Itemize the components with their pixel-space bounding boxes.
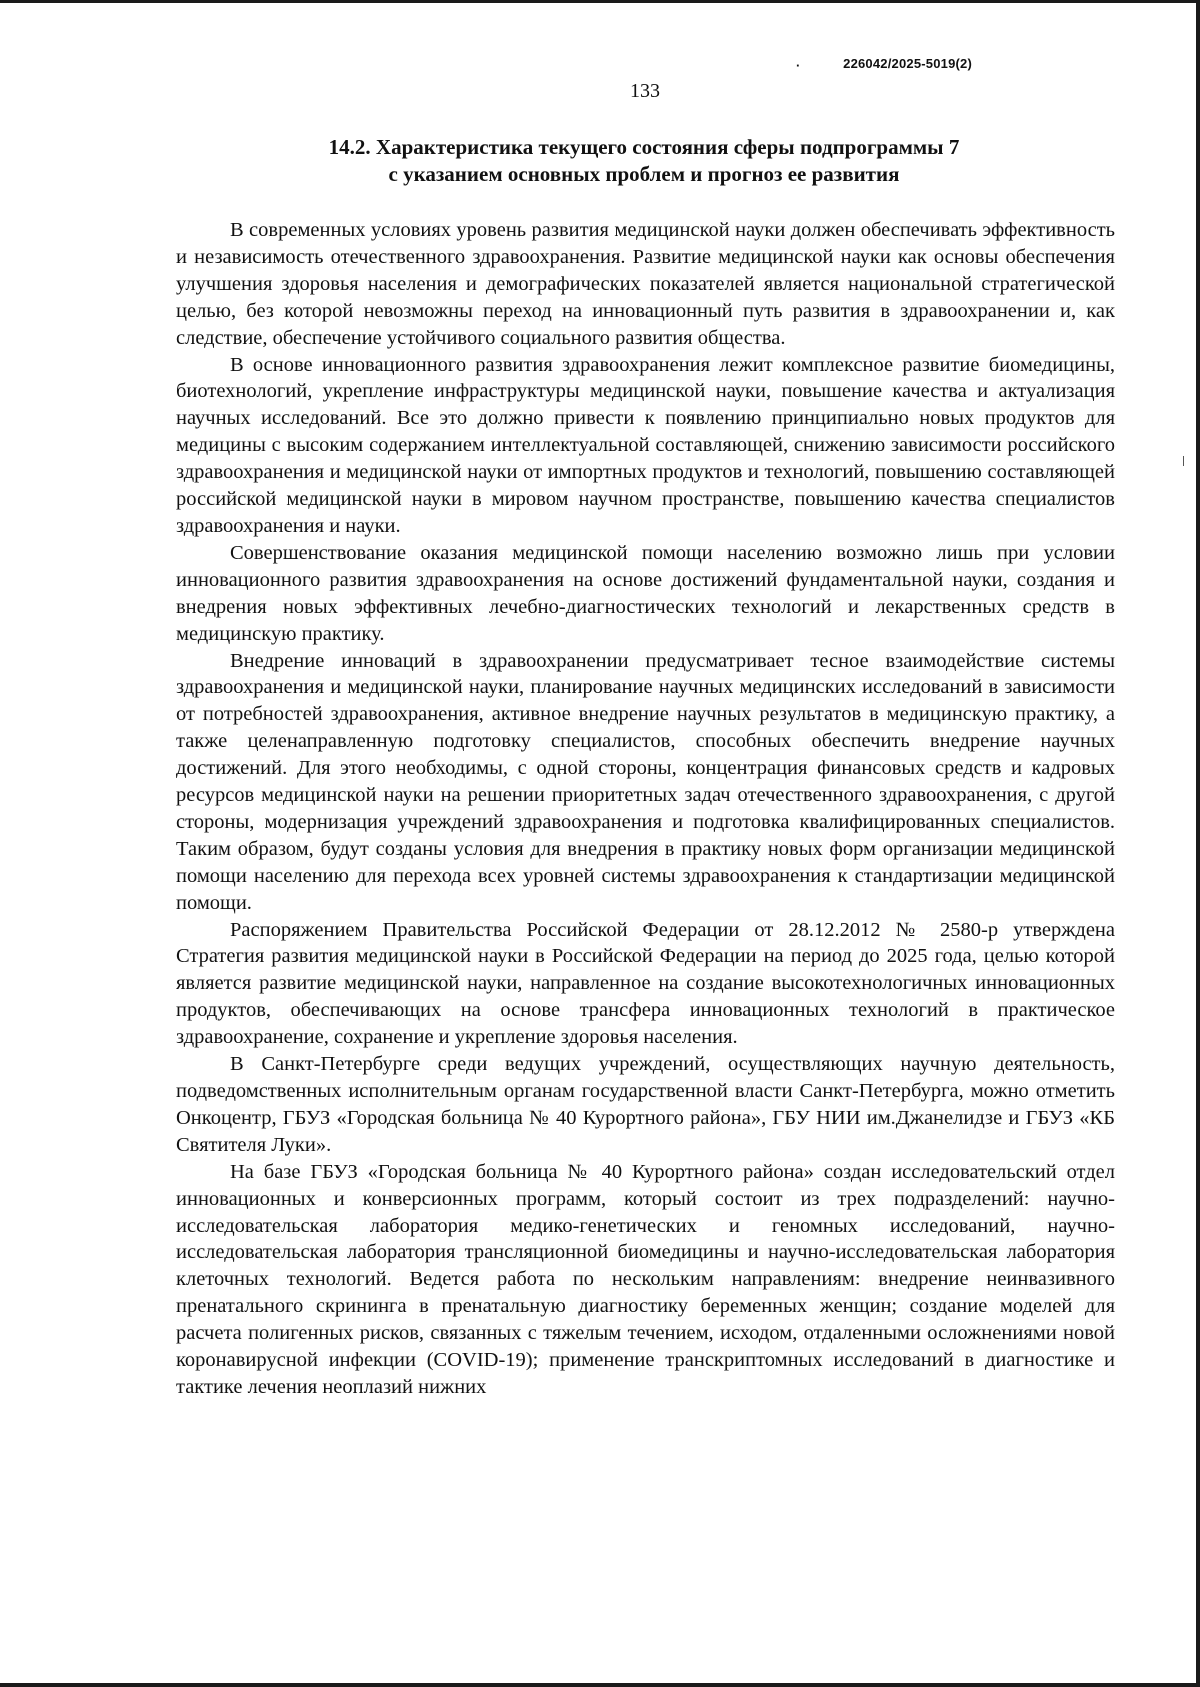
scan-border-right bbox=[1196, 0, 1200, 1687]
paragraph: Внедрение инноваций в здравоохранении предусматривает тесное взаимодействие системы здравоохранения и медицинской науки, планирование научных медицинских исследований в зависимости от потребностей здравоохранения, активное внедрение научных результатов в медицинскую практику, а также целенаправленную подготовку специалистов, способных обеспечить внедрение научных достижений. Для этого необходимы, с одной стороны, концентрация финансовых средств и кадровых ресурсов медицинской науки на решении приоритетных задач отечественного здравоохранения, с другой стороны, модернизация учреждений здравоохранения и подготовка квалифицированных специалистов. Таким образом, будут созданы условия для внедрения в практику новых форм организации медицинской помощи населению для перехода всех уровней системы здравоохранения к стандартизации медицинской помощи. bbox=[176, 649, 1115, 914]
scan-border-top bbox=[0, 0, 1200, 3]
page-number: 133 bbox=[630, 80, 660, 102]
section-title-line-2: с указанием основных проблем и прогноз ее развития bbox=[388, 162, 900, 186]
paragraph: В основе инновационного развития здравоохранения лежит комплексное развитие биомедицины, биотехнологий, укрепление инфраструктуры медицинской науки, повышение качества и актуализация научных исследований. Все это должно привести к появлению принципиально новых продуктов для медицины с высоким содержанием интеллектуальной составляющей, снижению зависимости российского здравоохранения и медицинской науки от импортных продуктов и технологий, повышению составляющей российской медицинской науки в мировом научном пространстве, повышению качества специалистов здравоохранения и науки. bbox=[176, 353, 1115, 537]
body-text bbox=[176, 217, 1115, 1401]
section-title bbox=[174, 134, 1114, 188]
section-title-line-1: 14.2. Характеристика текущего состояния сферы подпрограммы 7 bbox=[328, 135, 960, 159]
document-id: 226042/2025-5019(2) bbox=[843, 56, 972, 71]
scan-speck: · bbox=[796, 58, 801, 73]
scan-border-bottom bbox=[0, 1683, 1200, 1687]
paragraph: В Санкт-Петербурге среди ведущих учреждений, осуществляющих научную деятельность, подведомственных исполнительным органам государственной власти Санкт-Петербурга, можно отметить Онкоцентр, ГБУЗ «Городская больница № 40 Курортного района», ГБУ НИИ им.Джанелидзе и ГБУЗ «КБ Святителя Луки». bbox=[176, 1053, 1115, 1156]
paragraph: Совершенствование оказания медицинской помощи населению возможно лишь при условии инновационного развития здравоохранения на основе достижений фундаментальной науки, создания и внедрения новых эффективных лечебно-диагностических технологий и лекарственных средств в медицинскую практику. bbox=[176, 541, 1115, 645]
margin-mark bbox=[1183, 456, 1184, 466]
paragraph: Распоряжением Правительства Российской Федерации от 28.12.2012 № 2580-р утверждена Стратегия развития медицинской науки в Российской Федерации на период до 2025 года, целью которой является развитие медицинской науки, направленное на создание высокотехнологичных инновационных продуктов, обеспечивающих на основе трансфера инновационных технологий в практическое здравоохранение, сохранение и укрепление здоровья населения. bbox=[176, 918, 1115, 1049]
paragraph: На базе ГБУЗ «Городская больница № 40 Курортного района» создан исследовательский отдел инновационных и конверсионных программ, который состоит из трех подразделений: научно-исследовательская лаборатория медико-генетических и геномных исследований, научно-исследовательская лаборатория трансляционной биомедицины и научно-исследовательская лаборатория клеточных технологий. Ведется работа по нескольким направлениям: внедрение неинвазивного пренатального скрининга в пренатальную диагностику беременных женщин; создание моделей для расчета полигенных рисков, связанных с тяжелым течением, исходом, отдаленными осложнениями новой коронавирусной инфекции (COVID-19); применение транскриптомных исследований в диагностике и тактике лечения неоплазий нижних bbox=[176, 1160, 1115, 1398]
paragraph: В современных условиях уровень развития медицинской науки должен обеспечивать эффективность и независимость отечественного здравоохранения. Развитие медицинской науки как основы обеспечения улучшения здоровья населения и демографических показателей является национальной стратегической целью, без которой невозможны переход на инновационный путь развития в здравоохранении и, как следствие, обеспечение устойчивого социального развития общества. bbox=[176, 219, 1115, 349]
